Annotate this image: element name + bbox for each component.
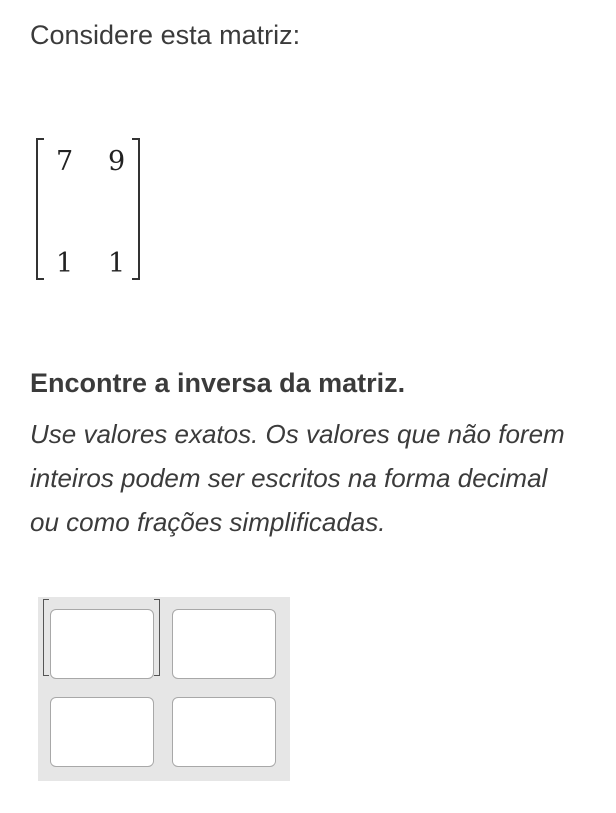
given-matrix (36, 138, 140, 278)
answer-cell-r2c2[interactable] (172, 697, 276, 767)
instructions-line: ou como frações simplificadas. (30, 507, 386, 537)
answer-cell-r2c1[interactable] (50, 697, 154, 767)
matrix-cell: 1 (56, 248, 74, 279)
answer-cell-r1c2[interactable] (172, 609, 276, 679)
answer-matrix-grid (38, 597, 290, 781)
answer-cell-r1c1[interactable] (50, 609, 154, 679)
matrix-cell: 7 (56, 146, 74, 177)
focus-left-bracket (43, 599, 49, 676)
question-title: Encontre a inversa da matriz. (30, 368, 406, 398)
matrix-left-bracket (36, 138, 44, 280)
focus-right-bracket (154, 599, 160, 676)
prompt-text: Considere esta matriz: (30, 20, 301, 50)
matrix-cell: 9 (108, 146, 126, 177)
instructions-line: Use valores exatos. Os valores que não forem (30, 419, 565, 449)
matrix-cell: 1 (108, 248, 126, 279)
instructions-line: inteiros podem ser escritos na forma decimal (30, 463, 548, 493)
matrix-right-bracket (132, 138, 140, 280)
instructions-text (30, 412, 610, 544)
